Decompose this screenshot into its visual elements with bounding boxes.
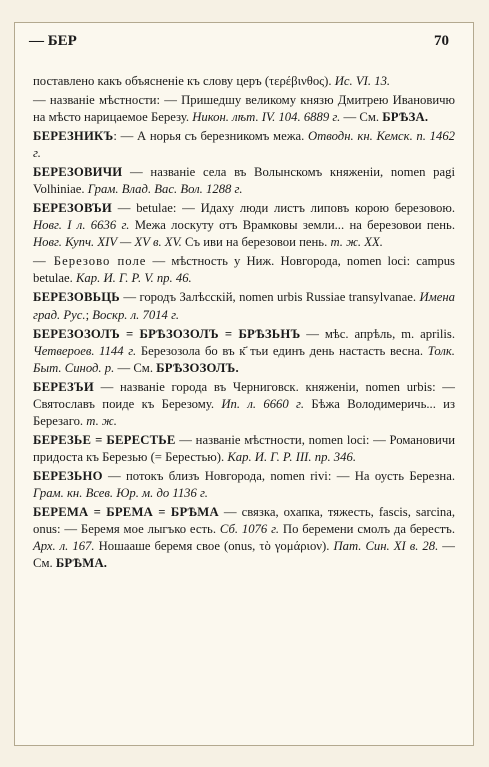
entry-text: — Березово поле bbox=[33, 254, 147, 269]
dictionary-entry bbox=[33, 128, 455, 162]
entry-text: Ношааше беремя свое (onus, τὸ γομάριον). bbox=[94, 539, 334, 554]
dictionary-entry bbox=[33, 379, 455, 430]
entry-text: — См. bbox=[114, 360, 157, 375]
dictionary-entry bbox=[33, 200, 455, 251]
entries-body bbox=[33, 73, 455, 574]
entry-text: — городъ Залѣсскій, nomen urbis Russiae transylvanae. bbox=[119, 290, 420, 305]
entry-citation: т. ж. XX. bbox=[330, 235, 383, 250]
header-headword: — БЕР bbox=[29, 33, 77, 49]
entry-text: — названіе мѣстности, nomen loci: — Романовичи придоста къ Березью (= Берестью). bbox=[33, 432, 455, 464]
entry-text: : — А норья съ березникомъ межа. bbox=[113, 129, 308, 144]
entry-citation: Кар. И. Г. Р. III. пр. 346. bbox=[227, 449, 356, 464]
dictionary-entry bbox=[33, 92, 455, 126]
entry-headword: БЕРЕЗНИКЪ bbox=[33, 129, 114, 144]
entry-citation: Пат. Син. XI в. 28. bbox=[333, 539, 439, 554]
entry-headword: БЕРЕЗОВИЧИ bbox=[33, 165, 123, 180]
dictionary-entry bbox=[33, 326, 455, 377]
entry-text: Съ иви на березовои пень. bbox=[181, 235, 331, 250]
entry-text: — См. bbox=[340, 110, 383, 125]
entry-citation: Толк. Быт. Синод. р. bbox=[33, 343, 455, 375]
entry-headword: БЕРЕМА = БРЕМА = БРѢМА bbox=[33, 505, 219, 520]
entry-citation: Четвероев. 1144 г. bbox=[33, 343, 137, 358]
entry-text: — См. bbox=[33, 539, 455, 571]
dictionary-entry bbox=[33, 253, 455, 287]
dictionary-page bbox=[14, 22, 474, 746]
dictionary-entry bbox=[33, 164, 455, 198]
entry-text: — мѣс. апрѣль, m. aprilis. bbox=[300, 326, 456, 341]
entry-citation: Имена град. Рус. bbox=[33, 290, 455, 322]
entry-citation: Сб. 1076 г. bbox=[219, 522, 280, 537]
entry-text: — связка, охапка, тяжесть, fascis, sarcina, onus: — Беремя мое лыгъко есть. bbox=[33, 505, 456, 537]
entry-text: Межа лоскуту отъ Врамковы земли... на березовои пень. bbox=[129, 218, 455, 233]
entry-text: — названіе мѣстности: — Пришедшу великому князю Дмитрею Ивановичю на мѣсто нарицаемое Березу. bbox=[33, 92, 455, 125]
entry-text: — мѣстность у Ниж. Новгорода, nomen loci: campus betulae. bbox=[33, 254, 455, 286]
entry-text: — потокъ близъ Новгорода, nomen rivi: — На оусть Березна. bbox=[102, 468, 455, 483]
entry-text: По беремени смолъ да берестъ. bbox=[279, 522, 455, 537]
entry-citation: Новг. Купч. XIV — XV в. XV. bbox=[33, 235, 182, 250]
entry-headword: БЕРЕЗЬЕ = БЕРЕСТЬЕ bbox=[33, 432, 176, 447]
entry-citation: Новг. I л. 6636 г. bbox=[33, 218, 130, 233]
entry-citation: Грам. кн. Всев. Юр. м. до 1136 г. bbox=[33, 486, 208, 501]
entry-text: Бѣжа Володимеричь... из Березаго. bbox=[33, 396, 455, 428]
entry-citation: т. ж. bbox=[86, 413, 117, 428]
entry-text: ; bbox=[85, 307, 93, 322]
entry-citation: Ип. л. 6660 г. bbox=[221, 396, 304, 411]
entry-headword: БЕРЕЗОВЬЦЬ bbox=[33, 290, 120, 305]
entry-headword: БРѢМА. bbox=[55, 556, 108, 571]
entry-citation: Арх. л. 167. bbox=[33, 539, 95, 554]
page-number: 70 bbox=[434, 33, 449, 49]
entry-headword: БЕРЕЗЪИ bbox=[33, 379, 94, 394]
dictionary-entry bbox=[33, 289, 455, 323]
entry-citation: Отводн. кн. Кемск. п. 1462 г. bbox=[33, 129, 456, 161]
entry-headword: БЕРЕЗОВЪИ bbox=[33, 201, 112, 216]
entry-citation: Кар. И. Г. Р. V. пр. 46. bbox=[75, 271, 192, 286]
entry-text: Березозола бо въ к҃ тьи единъ день настасть весна. bbox=[136, 343, 428, 358]
dictionary-entry bbox=[33, 73, 455, 90]
entry-text: — betulae: — Идаху люди листъ липовъ корою березовою. bbox=[111, 201, 455, 216]
dictionary-entry bbox=[33, 468, 455, 502]
entry-text: — названіе города въ Черниговск. княженіи, nomen urbis: — Святославъ поиде къ Березому. bbox=[33, 379, 455, 411]
entry-citation: Грам. Влад. Вас. Вол. 1288 г. bbox=[87, 182, 243, 197]
entry-headword: БЕРЕЗОЗОЛЪ = БРѢЗОЗОЛЪ = БРѢЗЬНЪ bbox=[33, 326, 301, 341]
entry-headword: БЕРЕЗЬНО bbox=[33, 468, 103, 483]
running-header bbox=[29, 33, 459, 53]
entry-citation: Никон. лѣт. IV. 104. 6889 г. bbox=[192, 110, 341, 125]
dictionary-entry bbox=[33, 432, 455, 466]
entry-citation: Воскр. л. 7014 г. bbox=[92, 307, 180, 322]
entry-headword: БРѢЗА. bbox=[382, 110, 429, 125]
entry-citation: Ис. VI. 13. bbox=[334, 74, 391, 88]
entry-text: — названіе села въ Волынскомъ княженіи, nomen pagi Volhiniae. bbox=[33, 165, 455, 197]
dictionary-entry bbox=[33, 504, 455, 572]
entry-text: поставлено какъ объясненіе къ слову церъ (τερέβινθος). bbox=[33, 74, 335, 88]
entry-headword: БРѢЗОЗОЛЪ. bbox=[156, 360, 239, 375]
